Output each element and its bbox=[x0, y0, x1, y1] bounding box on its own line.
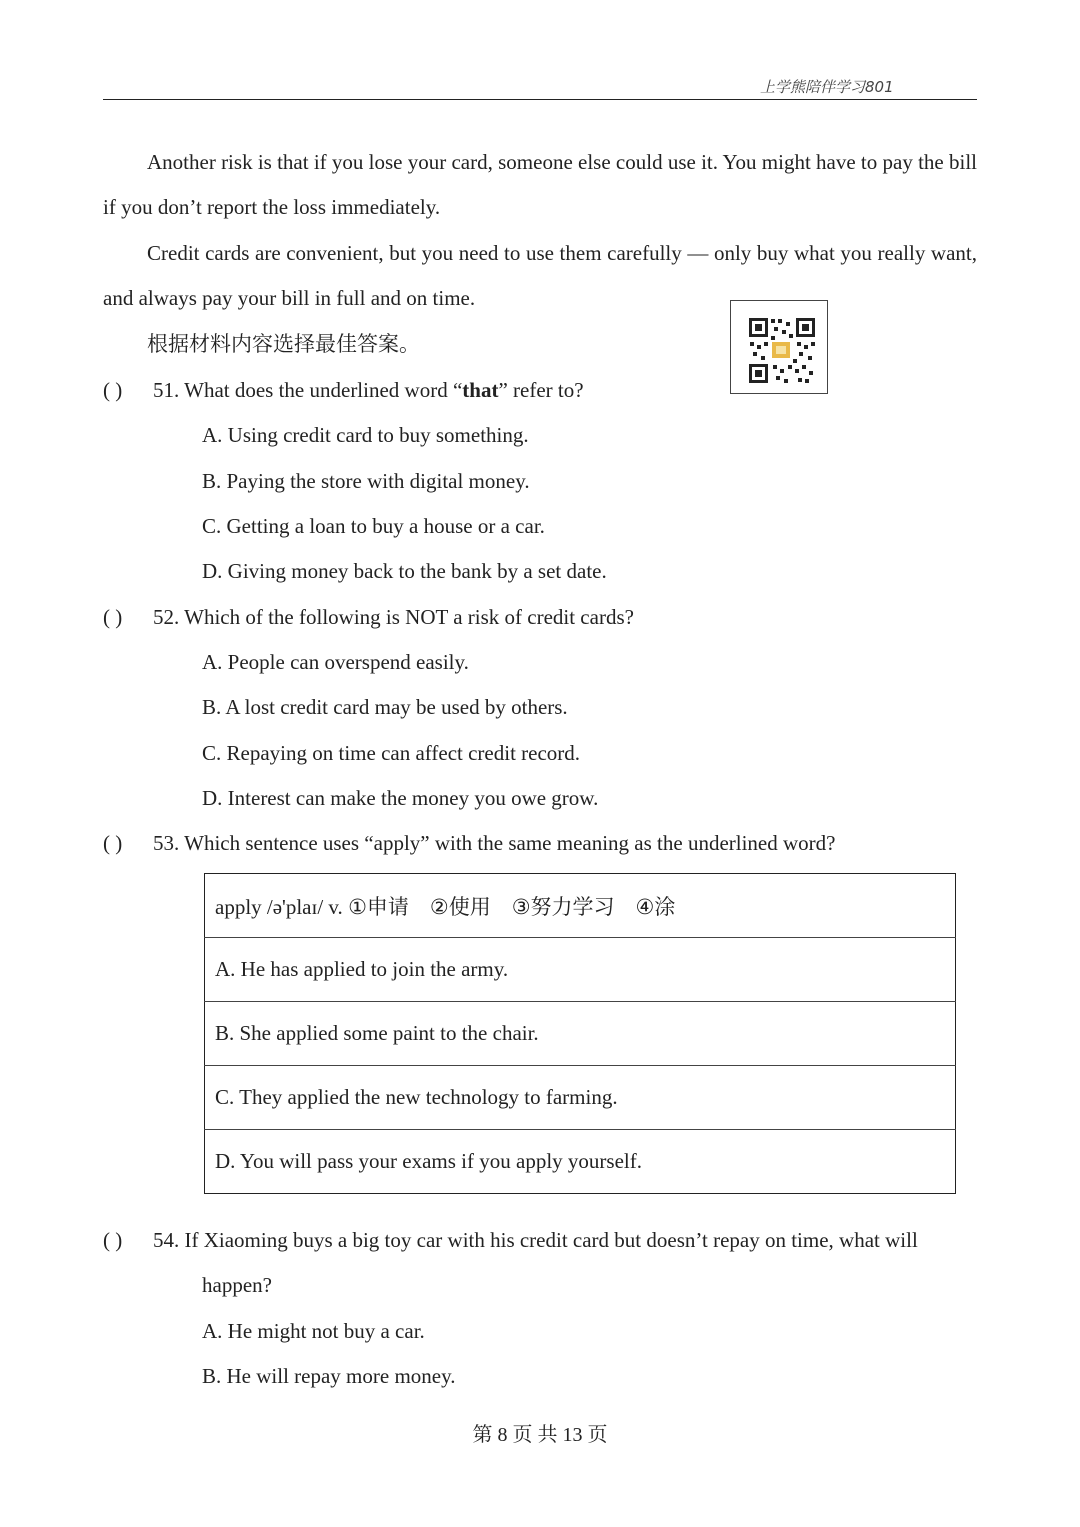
question-54-line-2: happen? bbox=[202, 1273, 272, 1297]
table-row bbox=[205, 1130, 956, 1194]
question-51-bold-word: that bbox=[462, 378, 499, 402]
page-footer: 第 8 页 共 13 页 bbox=[472, 1424, 608, 1446]
answer-blank-54[interactable]: ( ) bbox=[103, 1228, 123, 1252]
option-52-b: B. A lost credit card may be used by others. bbox=[202, 695, 568, 719]
page-header-text: 上学熊陪伴学习801 bbox=[760, 78, 894, 96]
option-51-d: D. Giving money back to the bank by a set date. bbox=[202, 559, 607, 583]
option-52-c: C. Repaying on time can affect credit record. bbox=[202, 741, 581, 765]
definition-en: apply /ə'plaɪ/ v. bbox=[215, 894, 349, 919]
passage-paragraph-2 bbox=[103, 231, 977, 321]
passage-paragraph-1 bbox=[103, 140, 977, 230]
question-52: 52. Which of the following is NOT a risk of credit cards? bbox=[153, 605, 634, 629]
answer-blank-53[interactable]: ( ) bbox=[103, 831, 123, 855]
option-51-c: C. Getting a loan to buy a house or a car. bbox=[202, 514, 545, 538]
answer-blank-51[interactable]: ( ) bbox=[103, 378, 123, 402]
option-51-a: A. Using credit card to buy something. bbox=[202, 423, 529, 447]
option-51-b: B. Paying the store with digital money. bbox=[202, 469, 530, 493]
table-row bbox=[205, 1002, 956, 1066]
option-54-b: B. He will repay more money. bbox=[202, 1364, 456, 1388]
answer-blank-52[interactable]: ( ) bbox=[103, 605, 123, 629]
table-row bbox=[205, 938, 956, 1002]
table-row bbox=[205, 1066, 956, 1130]
question-51-text-before: 51. What does the underlined word “ bbox=[153, 378, 463, 402]
instruction-text: 根据材料内容选择最佳答案。 bbox=[147, 332, 420, 356]
passage-text-1: Another risk is that if you lose your card, someone else could use it. You might have to pay the bill if you don’t report the loss immediately. bbox=[103, 150, 977, 219]
option-53-a: A. He has applied to join the army. bbox=[205, 938, 956, 1002]
option-53-c: C. They applied the new technology to farming. bbox=[205, 1066, 956, 1130]
option-54-a: A. He might not buy a car. bbox=[202, 1319, 425, 1343]
definition-cell bbox=[205, 874, 956, 938]
question-54-line-1: 54. If Xiaoming buys a big toy car with his credit card but doesn’t repay on time, what will bbox=[153, 1228, 918, 1252]
question-51 bbox=[153, 378, 973, 403]
definition-cn: ①申请 ②使用 ③努力学习 ④涂 bbox=[348, 894, 676, 919]
option-52-a: A. People can overspend easily. bbox=[202, 650, 469, 674]
passage-text-2: Credit cards are convenient, but you need to use them carefully — only buy what you really want, and always pay your bill in full and on time. bbox=[103, 241, 977, 310]
option-53-b: B. She applied some paint to the chair. bbox=[205, 1002, 956, 1066]
table-row bbox=[205, 874, 956, 938]
question-53: 53. Which sentence uses “apply” with the same meaning as the underlined word? bbox=[153, 831, 836, 855]
option-52-d: D. Interest can make the money you owe grow. bbox=[202, 786, 599, 810]
option-53-d: D. You will pass your exams if you apply yourself. bbox=[215, 1149, 642, 1173]
question-51-text-after: ” refer to? bbox=[498, 378, 584, 402]
definition-table bbox=[204, 873, 956, 1194]
header-rule bbox=[103, 99, 977, 100]
